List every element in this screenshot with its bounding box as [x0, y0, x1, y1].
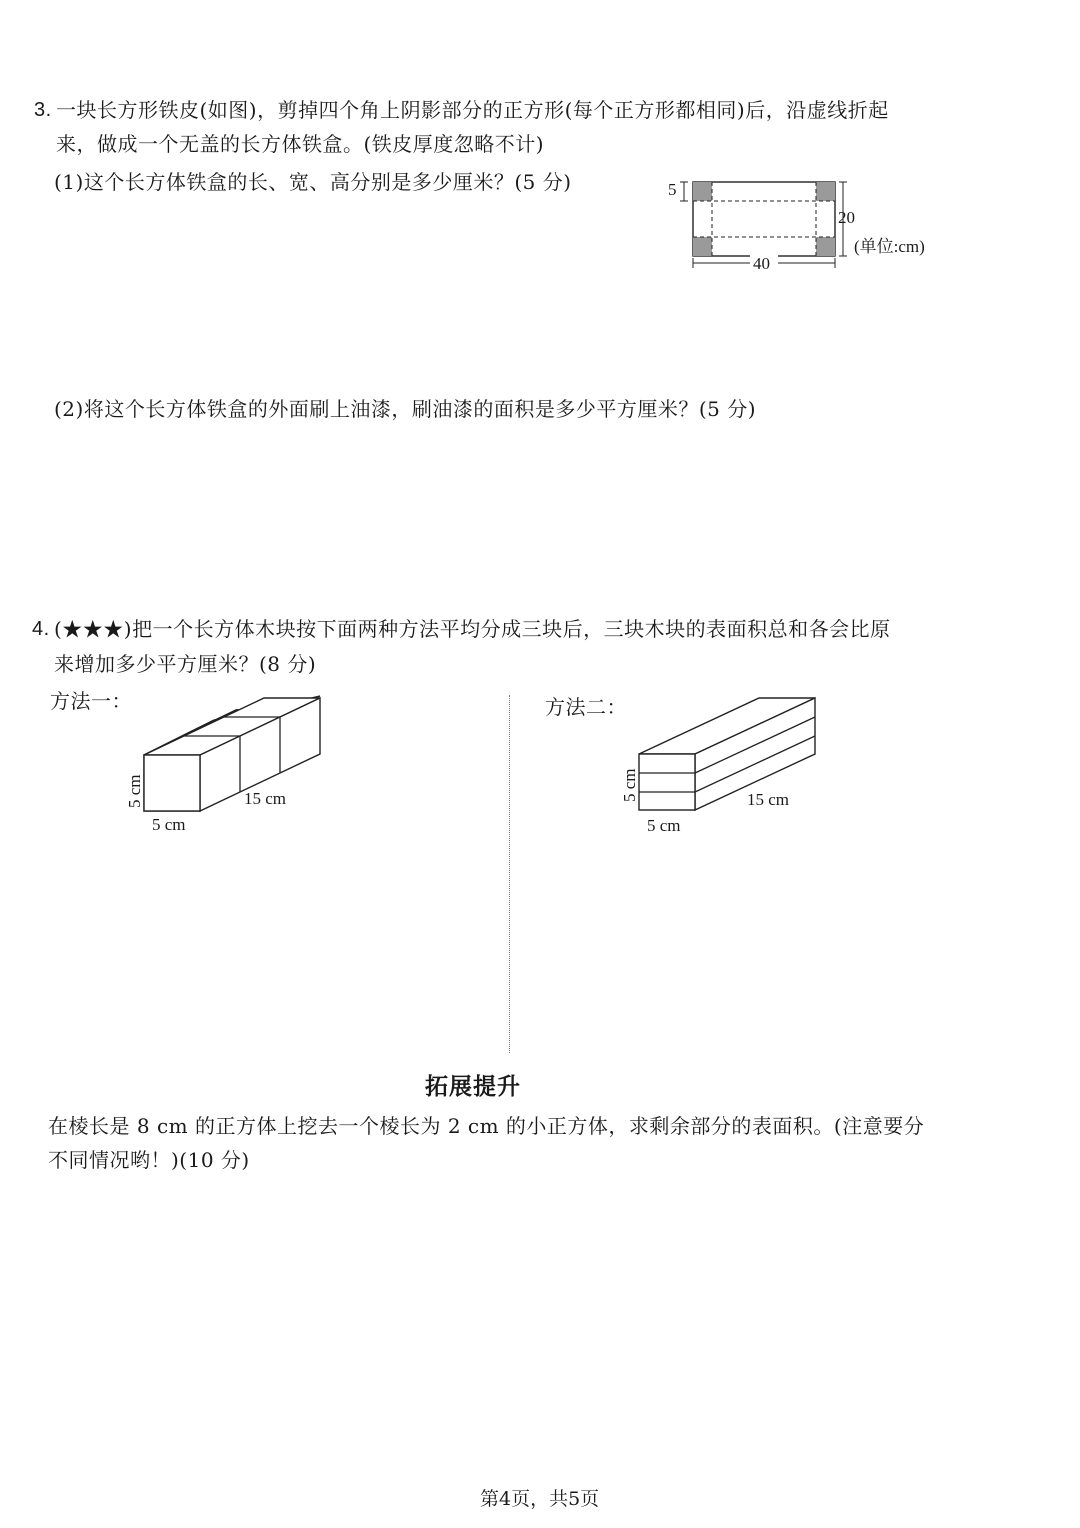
extension-title: 拓展提升	[425, 1073, 521, 1100]
method2-length-label: 15 cm	[747, 790, 790, 809]
q4-text-line2: 来增加多少平方厘米？(8 分)	[54, 652, 317, 676]
extension-text-line1: 在棱长是 8 cm 的正方体上挖去一个棱长为 2 cm 的小正方体，求剩余部分的表面积。(注意要分	[48, 1114, 925, 1138]
q3-unit-label: (单位:cm)	[854, 237, 925, 256]
method2-label: 方法二：	[545, 695, 627, 719]
page-number: 第4页，共5页	[480, 1488, 600, 1510]
q3-text-line2: 来，做成一个无盖的长方体铁盒。(铁皮厚度忽略不计)	[56, 132, 545, 156]
q3-height-label: 20	[838, 208, 855, 227]
method1-length-label: 15 cm	[244, 789, 287, 808]
q3-number: 3.	[34, 99, 52, 121]
q4-text-line1: (★★★)把一个长方体木块按下面两种方法平均分成三块后，三块木块的表面积总和各会比原	[54, 617, 891, 641]
extension-text-line2: 不同情况哟！)(10 分)	[48, 1148, 250, 1172]
method1-height-label: 5 cm	[125, 774, 144, 808]
method1-label: 方法一：	[50, 689, 132, 713]
method-divider	[509, 695, 510, 1053]
q3-text-line1: 一块长方形铁皮(如图)，剪掉四个角上阴影部分的正方形(每个正方形都相同)后，沿虚线折起	[56, 98, 889, 122]
q3-width-label: 40	[753, 254, 770, 273]
q3-corner-label: 5	[668, 180, 677, 199]
method1-block-figure	[110, 690, 370, 840]
q3-sheet-figure	[660, 170, 950, 280]
q3-subquestion-1: (1)这个长方体铁盒的长、宽、高分别是多少厘米？(5 分)	[54, 170, 572, 194]
method2-width-label: 5 cm	[647, 816, 681, 835]
method2-height-label: 5 cm	[620, 768, 639, 802]
q4-number: 4.	[32, 618, 50, 640]
method2-block-figure	[605, 692, 865, 842]
q3-subquestion-2: (2)将这个长方体铁盒的外面刷上油漆，刷油漆的面积是多少平方厘米？(5 分)	[54, 397, 757, 421]
method1-width-label: 5 cm	[152, 815, 186, 834]
